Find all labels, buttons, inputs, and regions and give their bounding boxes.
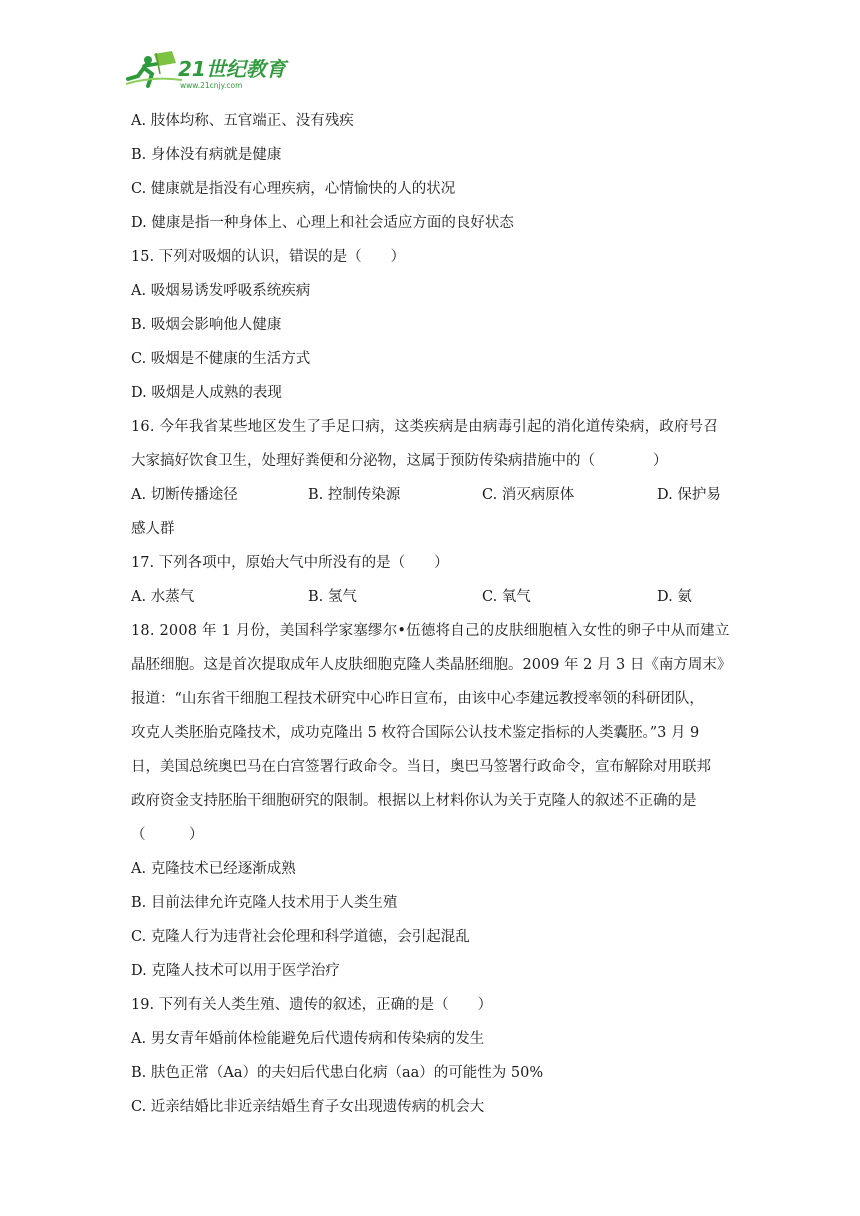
q17-option-c: C. 氧气 — [482, 589, 531, 605]
q16-options-row — [131, 478, 731, 512]
svg-text:www.21cnjy.com: www.21cnjy.com — [180, 81, 243, 90]
q18-option-b: B. 目前法律允许克隆人技术用于人类生殖 — [131, 895, 398, 911]
q14-option-a: A. 肢体均称、五官端正、没有残疾 — [131, 113, 354, 129]
q14-option-b: B. 身体没有病就是健康 — [131, 147, 282, 163]
svg-text:21世纪教育: 21世纪教育 — [178, 57, 286, 81]
q16-option-d: D. 保护易 — [657, 487, 721, 503]
q15-option-b: B. 吸烟会影响他人健康 — [131, 317, 282, 333]
q18-stem-line3: 报道：“山东省干细胞工程技术研究中心昨日宣布，由该中心李建远教授率领的科研团队， — [131, 691, 704, 707]
q15-stem: 15. 下列对吸烟的认识，错误的是（ ） — [131, 249, 406, 265]
q17-option-b: B. 氢气 — [308, 589, 357, 605]
q18-stem-line5: 日，美国总统奥巴马在白宫签署行政命令。当日，奥巴马签署行政命令，宣布解除对用联邦 — [131, 759, 711, 775]
q17-option-a: A. 水蒸气 — [131, 589, 195, 605]
q16-option-b: B. 控制传染源 — [308, 487, 401, 503]
q19-option-b: B. 肤色正常（Aa）的夫妇后代患白化病（aa）的可能性为 50% — [131, 1065, 544, 1081]
q15-option-d: D. 吸烟是人成熟的表现 — [131, 385, 282, 401]
q18-option-a: A. 克隆技术已经逐渐成熟 — [131, 861, 296, 877]
q17-option-d: D. 氨 — [657, 589, 692, 605]
q14-option-d: D. 健康是指一种身体上、心理上和社会适应方面的良好状态 — [131, 215, 514, 231]
logo-21cnjy — [122, 46, 292, 94]
q18-stem-line1: 18. 2008 年 1 月份，美国科学家塞缪尔•伍德将自己的皮肤细胞植入女性的卵子中从而建立 — [131, 623, 730, 639]
q16-stem-line1: 16. 今年我省某些地区发生了手足口病，这类疾病是由病毒引起的消化道传染病，政府号召 — [131, 419, 719, 435]
q16-option-d-wrap: 感人群 — [131, 521, 175, 537]
q17-options-row — [131, 580, 731, 614]
q16-option-a: A. 切断传播途径 — [131, 487, 238, 503]
q18-option-c: C. 克隆人行为违背社会伦理和科学道德，会引起混乱 — [131, 929, 470, 945]
q18-option-d: D. 克隆人技术可以用于医学治疗 — [131, 963, 340, 979]
q14-option-c: C. 健康就是指没有心理疾病，心情愉快的人的状况 — [131, 181, 456, 197]
q18-stem-line4: 攻克人类胚胎克隆技术，成功克隆出 5 枚符合国际公认技术鉴定指标的人类囊胚。”3 月 9 — [131, 725, 700, 741]
q18-stem-line6: 政府资金支持胚胎干细胞研究的限制。根据以上材料你认为关于克隆人的叙述不正确的是 — [131, 793, 697, 809]
q15-option-c: C. 吸烟是不健康的生活方式 — [131, 351, 311, 367]
q19-stem: 19. 下列有关人类生殖、遗传的叙述，正确的是（ ） — [131, 997, 493, 1013]
q19-option-a: A. 男女青年婚前体检能避免后代遗传病和传染病的发生 — [131, 1031, 485, 1047]
q16-stem-line2: 大家搞好饮食卫生，处理好粪便和分泌物，这属于预防传染病措施中的（ ） — [131, 453, 668, 469]
q18-stem-line2: 晶胚细胞。这是首次提取成年人皮肤细胞克隆人类晶胚细胞。2009 年 2 月 3 日《南方周末》 — [131, 657, 732, 673]
q17-stem: 17. 下列各项中，原始大气中所没有的是（ ） — [131, 555, 449, 571]
q15-option-a: A. 吸烟易诱发呼吸系统疾病 — [131, 283, 311, 299]
q16-option-c: C. 消灭病原体 — [482, 487, 575, 503]
question-content — [131, 104, 731, 1124]
q19-option-c: C. 近亲结婚比非近亲结婚生育子女出现遗传病的机会大 — [131, 1099, 485, 1115]
q18-stem-line7: （ ） — [131, 827, 204, 843]
